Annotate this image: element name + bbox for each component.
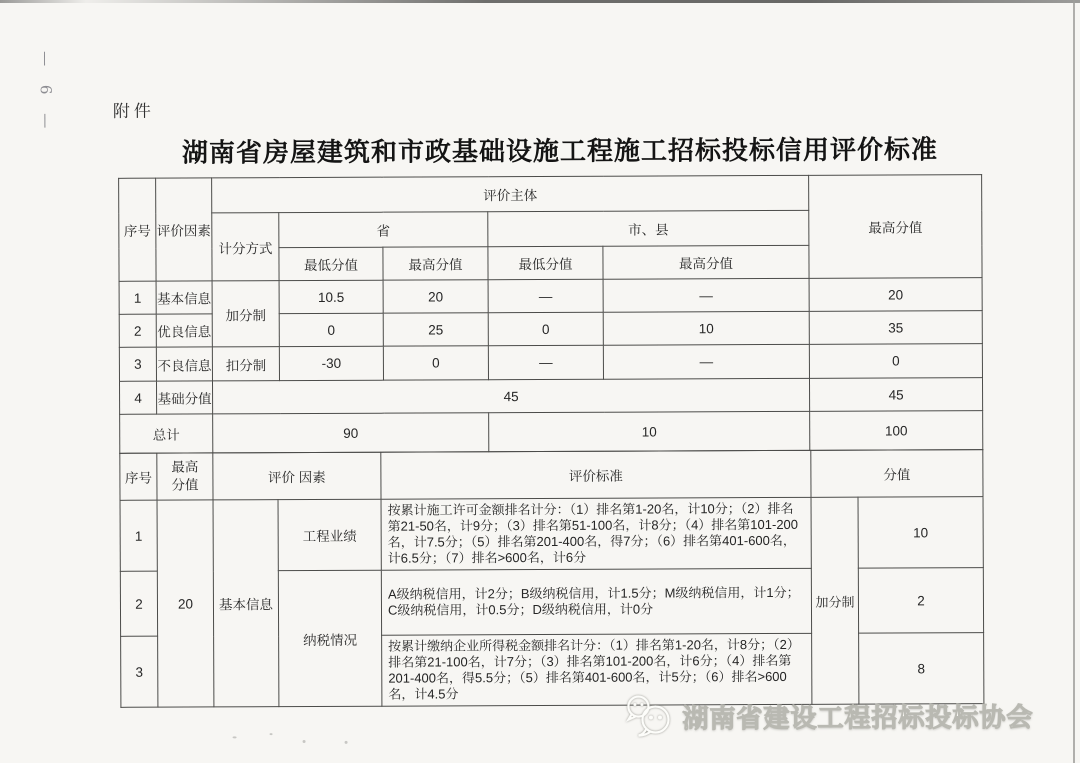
cell-max: 20 [809, 278, 982, 312]
header-zuigao-fenzhi: 最高分值 [809, 175, 982, 279]
cell-city-min: — [488, 345, 603, 380]
scan-speck [345, 741, 348, 744]
cell-factor: 基础分值 [156, 381, 212, 414]
cell-sub-factor: 纳税情况 [278, 570, 382, 706]
header-sheng-min: 最低分值 [279, 247, 383, 280]
cell-group-max: 20 [157, 500, 214, 707]
cell-province-min: -30 [279, 346, 383, 380]
cell-sub-factor: 工程业绩 [278, 499, 381, 570]
cell-max: 35 [809, 311, 982, 345]
scan-speck [303, 740, 306, 743]
cell-score: 10 [858, 497, 983, 569]
cell-city-max: 10 [603, 311, 809, 345]
table-row [119, 344, 982, 382]
header-pingjia-yinsu: 评价因素 [156, 178, 212, 281]
cell-city-min: — [488, 279, 603, 313]
cell-base-value: 45 [212, 378, 809, 414]
criteria-detail-table [119, 449, 984, 708]
scan-speck [233, 736, 237, 738]
cell-province-min: 10.5 [279, 280, 383, 313]
cell-no: 2 [119, 314, 156, 347]
cell-factor: 基本信息 [156, 281, 212, 314]
cell-max: 0 [809, 344, 982, 379]
table-row [120, 497, 983, 572]
page-title: 湖南省房屋建筑和市政基础设施工程施工招标投标信用评价标准 [181, 135, 939, 168]
scan-speck [270, 733, 273, 735]
header-sheng: 省 [279, 212, 488, 248]
tables-container [118, 174, 984, 708]
attachment-label: 附件 [112, 101, 155, 121]
association-logo-icon [621, 691, 677, 741]
table-row-total [120, 411, 983, 454]
handwritten-page-number: — 6 — [36, 51, 55, 136]
header-fenzhi: 分值 [811, 450, 983, 498]
header-xuhao: 序号 [120, 453, 157, 500]
cell-group-factor: 基本信息 [213, 500, 279, 707]
cell-max: 45 [809, 378, 982, 412]
table-row [119, 175, 982, 214]
cell-score: 2 [858, 568, 983, 634]
cell-criteria-text: 按累计施工许可金额排名计分：（1）排名第1-20名，计10分；（2）排名第21-50名，计9分；（3）排名第51-100名，计8分；（4）排名第101-200名，计7.5分；（5）排名第201-400名，得7分；（6）排名第401-600名，计6.5分；（7）排名>600名，计6分 [381, 497, 811, 570]
cell-province-max: 20 [383, 280, 488, 313]
cell-group-method: 加分制 [811, 497, 859, 704]
header-sheng-max: 最高分值 [383, 247, 488, 280]
cell-no: 1 [120, 500, 157, 571]
cell-city-min: 0 [488, 312, 603, 346]
cell-score: 8 [859, 633, 984, 705]
header-pingjia-biaozhun: 评价标准 [381, 450, 811, 499]
cell-province-max: 0 [383, 346, 488, 380]
header-shi-xian: 市、县 [488, 210, 809, 246]
cell-total-max: 100 [810, 411, 983, 451]
cell-criteria-text: 按累计缴纳企业所得税金额排名计分：（1）排名第1-20名，计8分；（2）排名第21-100名，计7分；（3）排名第101-200名，计6分；（4）排名第201-400名，得5.5分；（5）排名第401-600名，计5分；（6）排名>600名，计4.5分 [382, 633, 812, 706]
cell-total-city: 10 [489, 411, 810, 451]
score-summary-table [118, 174, 983, 454]
header-pingjia-zhuti: 评价主体 [212, 175, 809, 213]
cell-method: 加分制 [212, 281, 279, 347]
cell-factor: 不良信息 [156, 347, 212, 381]
cell-criteria-text: A级纳税信用，计2分；B级纳税信用，计1.5分；M级纳税信用，计1分；C级纳税信用，计0.5分；D级纳税信用，计0分 [381, 568, 811, 635]
header-shixian-max: 最高分值 [603, 245, 809, 279]
table-row [119, 378, 982, 415]
cell-city-max: — [603, 278, 809, 312]
cell-province-min: 0 [279, 313, 383, 346]
cell-method: 扣分制 [212, 347, 279, 381]
header-shixian-min: 最低分值 [488, 246, 603, 280]
header-pingjia-yinsu: 评价 因素 [213, 452, 381, 500]
header-jifen-fangshi: 计分方式 [212, 213, 279, 281]
cell-no: 1 [119, 281, 156, 314]
cell-total-label: 总计 [120, 414, 213, 453]
cell-no: 2 [120, 571, 157, 636]
cell-city-max: — [603, 344, 809, 379]
header-zuigao-fenzhi: 最高分值 [157, 453, 213, 500]
cell-no: 4 [119, 381, 156, 414]
cell-total-province: 90 [213, 413, 489, 453]
association-watermark [621, 690, 1033, 742]
watermark-text: 湖南省建设工程招标投标协会 [682, 702, 1034, 733]
cell-province-max: 25 [383, 313, 488, 346]
cell-no: 3 [121, 636, 158, 707]
cell-no: 3 [119, 347, 156, 381]
cell-factor: 优良信息 [156, 314, 212, 347]
header-xuhao: 序号 [119, 178, 156, 281]
table-row [119, 278, 982, 315]
table-row [120, 450, 983, 501]
